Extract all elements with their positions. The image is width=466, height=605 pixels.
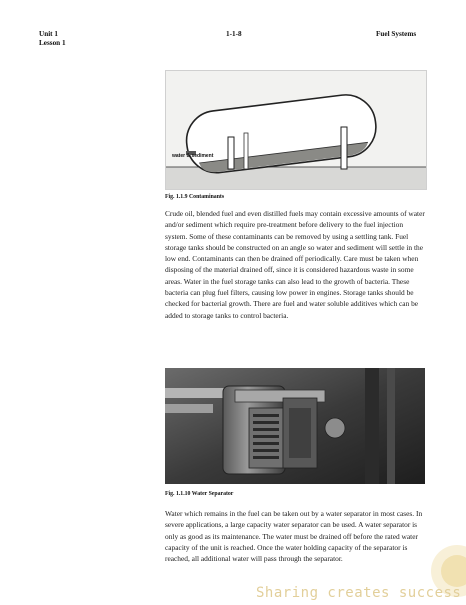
header-section-title: Fuel Systems: [376, 30, 417, 38]
header-page-number: 1-1-8: [226, 30, 242, 38]
paragraph-contaminants: Crude oil, blended fuel and even distilled fuels may contain excessive amounts of water and/or sediment which require pre-treatment before delivery to the fuel injection system. Some of these contaminants can be removed by using a settling tank. Fuel storage tanks should be constructed on an angle so water and sediment will settle in the low end. Contaminants can then be drained off periodically. Care must be taken when disposing of the material drained off, since it is considered hazardous waste in some areas. Water in the fuel storage tanks can also lead to the growth of bacteria. These bacteria can plug fuel filters, causing low power in engines. Storage tanks should be checked for bacterial growth. There are fuel and water soluble additives which can be added to storage tanks to control bacteria.: [165, 209, 425, 320]
figure-water-separator-photo: [165, 368, 425, 484]
settling-tank-illustration: [166, 71, 426, 189]
header-lesson: Lesson 1: [39, 39, 66, 47]
paragraph-water-separator: Water which remains in the fuel can be taken out by a water separator in most cases. In severe applications, a large capacity water separator can be used. A water separator is only as good as its maintenance. The water must be drained off before the rated water capacity of the unit is reached. Once the water holding capacity of the separator is reached, all additional water will pass through the separator.: [165, 509, 423, 564]
figure2-caption: Fig. 1.1.10 Water Separator: [165, 491, 234, 497]
figure1-caption: Fig. 1.1.9 Contaminants: [165, 194, 225, 200]
header-unit: Unit 1: [39, 30, 58, 38]
water-separator-illustration: [165, 368, 425, 484]
header-unit-lesson: [39, 30, 66, 48]
figure-contaminants-photo: [165, 70, 427, 190]
watermark-text: Sharing creates success: [256, 585, 462, 601]
figure-label-water-sediment: water & sediment: [172, 153, 214, 159]
